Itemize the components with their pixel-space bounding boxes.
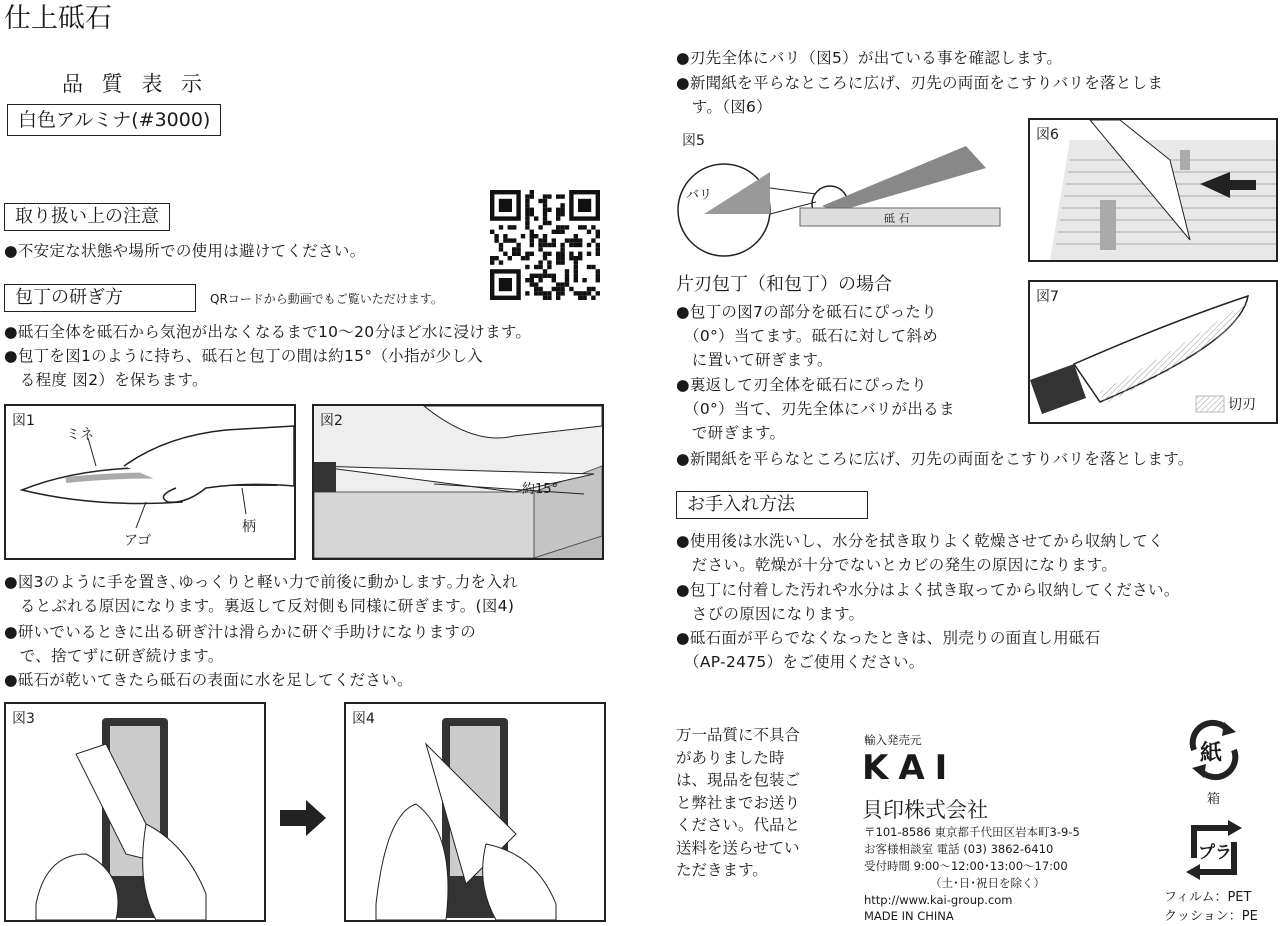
- right-top-line-1: ●新聞紙を平らなところに広げ、刃先の両面をこすりバリを落としま: [676, 74, 1164, 92]
- page-title: 仕上砥石: [4, 3, 112, 34]
- defect-notice-line: ください。代品と: [676, 816, 801, 834]
- paper-recycle-icon: [1184, 718, 1244, 782]
- company-phone: お客様相談室 電話 (03) 3862-6410: [864, 842, 1054, 856]
- care-line-3: さびの原因になります。: [676, 605, 865, 623]
- qr-code[interactable]: [490, 190, 602, 300]
- single-edge-line-4: （0°）当て、刃先全体にバリが出るま: [676, 400, 955, 418]
- made-in-label: MADE IN CHINA: [864, 909, 954, 923]
- flipped-knife-illustration: [346, 704, 604, 920]
- figure-6: [1028, 118, 1278, 262]
- figure-7-kiriha-label: 切刃: [1228, 397, 1256, 413]
- figure-5-stone-label: 砥 石: [884, 212, 910, 225]
- figure-5-label: 図5: [682, 133, 705, 149]
- care-line-5: （AP-2475）をご使用ください。: [676, 653, 925, 671]
- hands-on-stone-illustration: [6, 704, 264, 920]
- arrow-right-icon: [280, 800, 326, 836]
- sharpening-line2-3: で、捨てずに研ぎ続けます。: [4, 647, 224, 665]
- care-line-1: ださい。乾燥が十分でないとカビの発生の原因になります。: [676, 556, 1118, 574]
- defect-notice-line: がありました時: [676, 748, 785, 767]
- company-holidays: （土･日･祝日を除く）: [930, 876, 1045, 890]
- sharpening-heading: 包丁の研ぎ方: [4, 284, 196, 312]
- sharpening-line-1: ●包丁を図1のように持ち、砥石と包丁の間は約15°（小指が少し入: [4, 347, 483, 365]
- single-edge-line-1: （0°）当てます。砥石に対して斜め: [676, 327, 939, 345]
- sharpening-line-2: る程度 図2）を保ちます。: [4, 371, 208, 389]
- cushion-label: クッション：PE: [1164, 909, 1258, 924]
- sharpening-line2-2: ●研いでいるときに出る研ぎ汁は滑らかに研ぐ手助けになりますの: [4, 623, 477, 641]
- qr-note: QRコードから動画でもご覧いただけます。: [210, 292, 443, 306]
- paper-mark-text: 紙: [1200, 741, 1223, 766]
- figure-2: [312, 404, 604, 560]
- figure-4: [344, 702, 606, 922]
- film-label: フィルム：PET: [1164, 890, 1252, 905]
- plastic-mark-text: プラ: [1198, 843, 1232, 863]
- care-line-2: ●包丁に付着した汚れや水分はよく拭き取ってから収納してください。: [676, 581, 1180, 599]
- figure-1-tsuka-label: 柄: [242, 519, 256, 535]
- care-line-0: ●使用後は水洗いし、水分を拭き取りよく乾燥させてから収納してく: [676, 532, 1164, 550]
- company-hours: 受付時間 9:00～12:00･13:00～17:00: [864, 859, 1068, 873]
- burr-closeup-illustration: [676, 128, 1006, 264]
- figure-2-label: 図2: [320, 413, 343, 429]
- defect-notice-line: 万一品質に不具合: [676, 726, 801, 744]
- plastic-recycle-icon: [1182, 818, 1246, 882]
- defect-notice-line: ただきます。: [676, 861, 768, 879]
- single-edge-line-5: で研ぎます。: [676, 424, 786, 442]
- defect-notice: [676, 724, 800, 882]
- company-address: 〒101-8586 東京都千代田区岩本町3-9-5: [864, 825, 1080, 839]
- figure-1: [4, 404, 296, 560]
- importer-label: 輸入発売元: [864, 733, 922, 747]
- right-top-line-2: す。（図6）: [676, 98, 772, 116]
- figure-5: [676, 128, 1006, 264]
- care-line-4: ●砥石面が平らでなくなったときは、別売りの面直し用砥石: [676, 629, 1101, 647]
- newspaper-illustration: [1030, 120, 1276, 260]
- figure-5-bari-label: バリ: [686, 188, 713, 203]
- figure-1-mine-label: ミネ: [66, 427, 94, 443]
- sharpening-line2-4: ●砥石が乾いてきたら砥石の表面に水を足してください。: [4, 671, 413, 689]
- single-edge-line-2: に置いて研ぎます。: [676, 351, 833, 369]
- single-edge-line-0: ●包丁の図7の部分を砥石にぴったり: [676, 303, 937, 321]
- sharpening-line-0: ●砥石全体を砥石から気泡が出なくなるまで10～20分ほど水に浸けます。: [4, 323, 532, 341]
- quality-heading: 品 質 表 示: [62, 72, 209, 96]
- figure-6-label: 図6: [1036, 127, 1059, 143]
- angle-illustration: [314, 406, 602, 558]
- defect-notice-line: 送料を送らせてい: [676, 838, 800, 857]
- figure-7-label: 図7: [1036, 289, 1059, 305]
- figure-7: [1028, 280, 1278, 424]
- kai-logo: KAI: [862, 748, 958, 788]
- figure-1-label: 図1: [12, 413, 35, 429]
- figure-3: [4, 702, 266, 922]
- single-edge-line-3: ●裏返して刃全体を砥石にぴったり: [676, 376, 927, 394]
- single-edge-last: ●新聞紙を平らなところに広げ、刃先の両面をこすりバリを落とします。: [676, 450, 1194, 468]
- figure-1-ago-label: アゴ: [124, 533, 152, 549]
- handling-line-0: ●不安定な状態や場所での使用は避けてください。: [4, 242, 366, 260]
- defect-notice-line: と弊社までお送り: [676, 793, 801, 812]
- single-edge-heading: 片刃包丁（和包丁）の場合: [676, 274, 892, 295]
- sharpening-line2-0: ●図3のように手を置き､ゆっくりと軽い力で前後に動かします｡力を入れ: [4, 573, 518, 591]
- right-top-line-0: ●刃先全体にバリ（図5）が出ている事を確認します。: [676, 49, 1063, 67]
- company-url[interactable]: http://www.kai-group.com: [864, 893, 1013, 907]
- care-heading: お手入れ方法: [676, 491, 868, 519]
- figure-4-label: 図4: [352, 711, 375, 727]
- quality-material-box: 白色アルミナ(#3000): [7, 104, 221, 136]
- company-name: 貝印株式会社: [862, 798, 988, 822]
- paper-label: 箱: [1207, 792, 1221, 807]
- figure-3-label: 図3: [12, 711, 35, 727]
- handling-heading: 取り扱い上の注意: [4, 203, 170, 231]
- sharpening-line2-1: るとぶれる原因になります。裏返して反対側も同様に研ぎます。(図4): [4, 597, 515, 615]
- defect-notice-line: は、現品を包装ご: [676, 771, 801, 789]
- figure-2-angle-label: 約15°: [522, 482, 559, 497]
